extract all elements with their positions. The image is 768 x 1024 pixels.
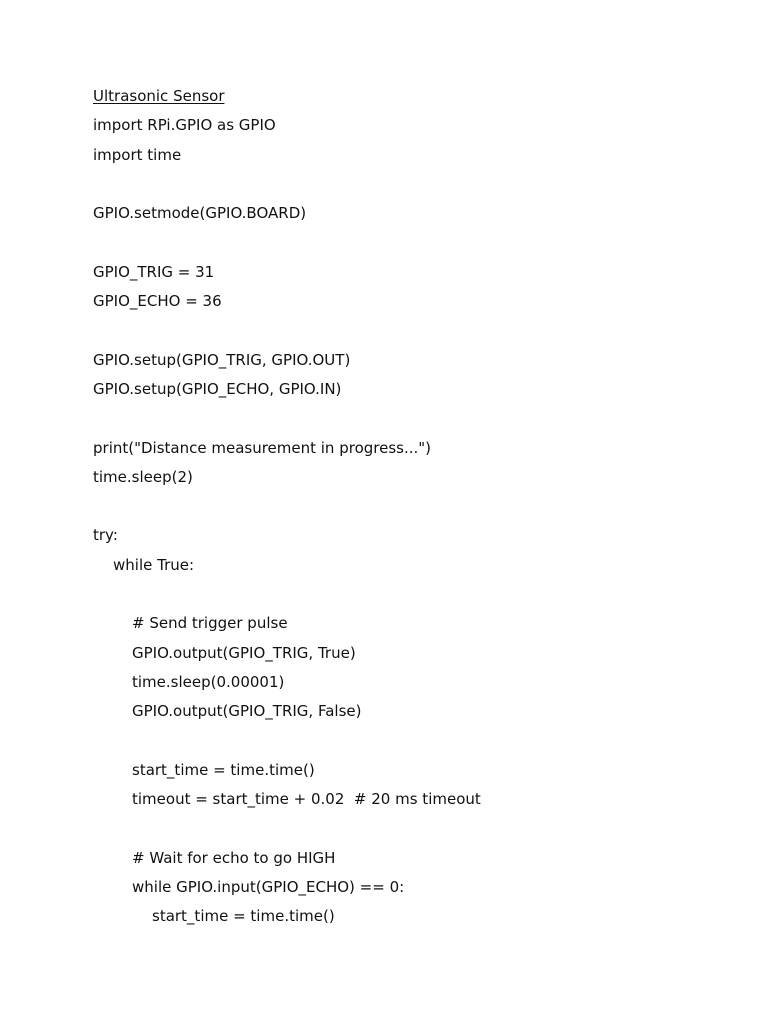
code-line: GPIO.output(GPIO_TRIG, False): [132, 702, 362, 721]
code-line: GPIO.output(GPIO_TRIG, True): [132, 643, 356, 662]
document-page: [93, 86, 733, 936]
code-line: time.sleep(2): [93, 467, 193, 486]
blank-line: [93, 408, 733, 437]
blank-line: [93, 320, 733, 349]
code-line: start_time = time.time(): [132, 760, 315, 779]
code-line: print("Distance measurement in progress..."): [93, 438, 432, 457]
blank-line: [93, 174, 733, 203]
code-line: timeout = start_time + 0.02 # 20 ms timeout: [132, 790, 481, 809]
code-line: GPIO.setup(GPIO_ECHO, GPIO.IN): [93, 379, 342, 398]
code-line: while True:: [113, 555, 195, 574]
code-line: import RPi.GPIO as GPIO: [93, 116, 276, 135]
code-line: import time: [93, 145, 182, 164]
code-comment-line: # Wait for echo to go HIGH: [132, 848, 336, 867]
blank-line: [93, 731, 733, 760]
code-line: GPIO.setup(GPIO_TRIG, GPIO.OUT): [93, 350, 351, 369]
blank-line: [93, 232, 733, 261]
code-line: GPIO_ECHO = 36: [93, 292, 222, 311]
code-line: GPIO_TRIG = 31: [93, 262, 215, 281]
code-comment-line: # Send trigger pulse: [132, 614, 288, 633]
code-line: while GPIO.input(GPIO_ECHO) == 0:: [132, 878, 405, 897]
code-line: try:: [93, 526, 118, 545]
code-line: start_time = time.time(): [152, 907, 335, 926]
document-title: Ultrasonic Sensor: [93, 87, 225, 105]
code-line: time.sleep(0.00001): [132, 672, 285, 691]
code-line: GPIO.setmode(GPIO.BOARD): [93, 204, 307, 223]
blank-line: [93, 496, 733, 525]
blank-line: [93, 584, 733, 613]
blank-line: [93, 818, 733, 847]
